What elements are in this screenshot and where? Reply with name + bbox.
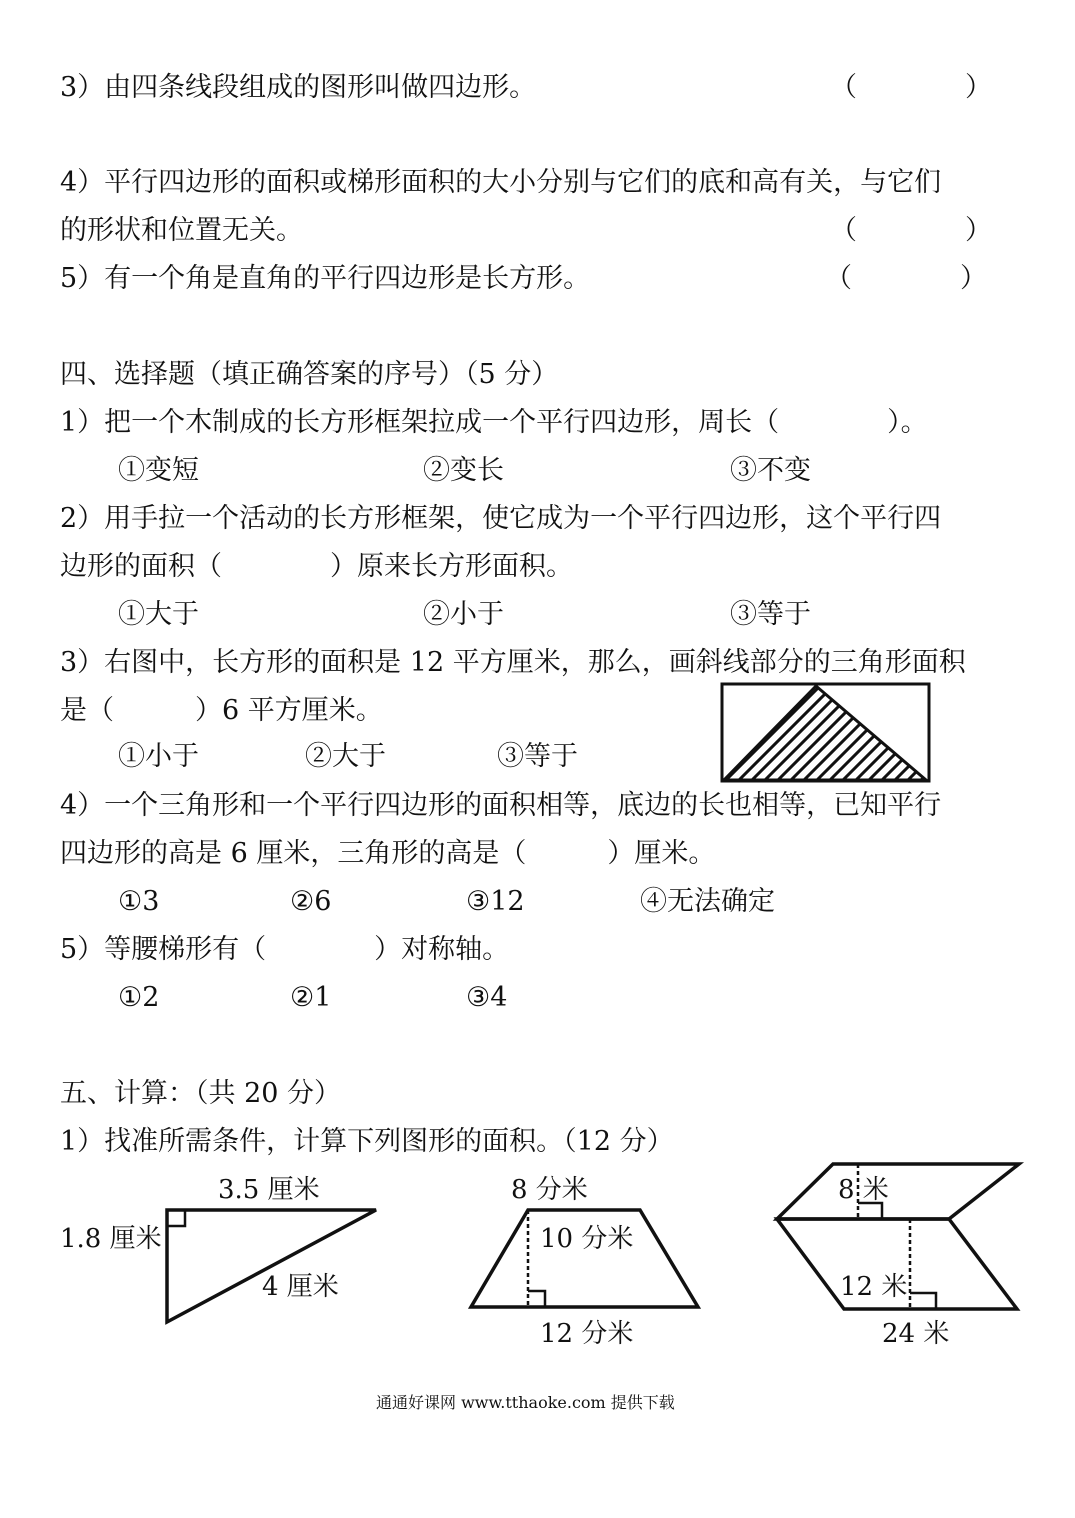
upper-height-label: 8 米 xyxy=(838,1175,889,1205)
choice-heading: 四、选择题（填正确答案的序号）（5 分） xyxy=(60,359,559,390)
calc-heading: 五、计算：（共 20 分） xyxy=(60,1078,342,1109)
trapezoid-bottom-label: 12 分米 xyxy=(540,1319,634,1349)
hatched-triangle-figure xyxy=(700,680,1021,781)
choice-q3-line2: 是（ ）6 平方厘米。 xyxy=(60,695,383,726)
choice-q2-option-3[interactable]: ③等于 xyxy=(730,599,811,630)
right-angle-mark xyxy=(528,1291,545,1307)
choice-q2-line2: 边形的面积（ ）原来长方形面积。 xyxy=(60,551,573,582)
triangle-left-label: 1.8 厘米 xyxy=(60,1224,162,1254)
trapezoid-height-label: 10 分米 xyxy=(540,1224,634,1254)
calc-q1-text: 1）找准所需条件，计算下列图形的面积。（12 分） xyxy=(60,1126,674,1157)
judge-q3-answer-blank[interactable]: （ ） xyxy=(830,72,992,103)
triangle-top-label: 3.5 厘米 xyxy=(218,1175,320,1205)
choice-q4-option-3[interactable]: ③12 xyxy=(466,886,525,917)
choice-q1-option-2[interactable]: ②变长 xyxy=(423,455,504,486)
choice-q5-text: 5）等腰梯形有（ ）对称轴。 xyxy=(60,934,510,965)
choice-q2-line1: 2）用手拉一个活动的长方形框架，使它成为一个平行四边形，这个平行四 xyxy=(60,503,942,534)
choice-q4-option-4[interactable]: ④无法确定 xyxy=(640,886,775,917)
trapezoid-top-label: 8 分米 xyxy=(511,1175,588,1205)
base-label: 24 米 xyxy=(882,1319,950,1349)
judge-q4-answer-blank[interactable]: （ ） xyxy=(830,215,992,246)
footer-source: 通通好课网 www.tthaoke.com 提供下载 xyxy=(376,1393,675,1412)
triangle-hatching xyxy=(700,680,1021,780)
choice-q1-option-1[interactable]: ①变短 xyxy=(118,455,199,486)
judge-q4-line1: 4）平行四边形的面积或梯形面积的大小分别与它们的底和高有关，与它们 xyxy=(60,167,942,198)
choice-q2-option-2[interactable]: ②小于 xyxy=(423,599,504,630)
lower-height-label: 12 米 xyxy=(840,1272,908,1302)
choice-q1-text: 1）把一个木制成的长方形框架拉成一个平行四边形，周长（ ）。 xyxy=(60,407,928,438)
choice-q3-option-1[interactable]: ①小于 xyxy=(118,741,199,772)
choice-q3-option-2[interactable]: ②大于 xyxy=(305,741,386,772)
choice-q4-option-1[interactable]: ①3 xyxy=(118,886,160,917)
choice-q5-option-1[interactable]: ①2 xyxy=(118,982,160,1013)
judge-q5-text: 5）有一个角是直角的平行四边形是长方形。 xyxy=(60,263,591,294)
choice-q4-option-2[interactable]: ②6 xyxy=(290,886,332,917)
judge-q5-answer-blank[interactable]: （ ） xyxy=(825,263,987,294)
upper-parallelogram xyxy=(777,1164,1019,1219)
triangle-hyp-label: 4 厘米 xyxy=(262,1272,339,1302)
trapezoid-figure xyxy=(471,1175,698,1349)
right-angle-mark xyxy=(910,1293,936,1309)
choice-q4-line1: 4）一个三角形和一个平行四边形的面积相等，底边的长也相等，已知平行 xyxy=(60,790,942,821)
parallelograms-figure xyxy=(777,1164,1019,1349)
choice-q1-option-3[interactable]: ③不变 xyxy=(730,455,811,486)
choice-q3-line1: 3）右图中，长方形的面积是 12 平方厘米，那么，画斜线部分的三角形面积 xyxy=(60,647,966,678)
right-angle-mark xyxy=(167,1210,185,1226)
right-angle-mark xyxy=(858,1203,882,1219)
judge-q3-text: 3）由四条线段组成的图形叫做四边形。 xyxy=(60,72,537,103)
choice-q2-option-1[interactable]: ①大于 xyxy=(118,599,199,630)
right-triangle-figure xyxy=(60,1175,376,1322)
choice-q4-line2: 四边形的高是 6 厘米，三角形的高是（ ）厘米。 xyxy=(60,838,716,869)
choice-q5-option-3[interactable]: ③4 xyxy=(466,982,508,1013)
choice-q5-option-2[interactable]: ②1 xyxy=(290,982,332,1013)
choice-q3-option-3[interactable]: ③等于 xyxy=(497,741,578,772)
judge-q4-line2: 的形状和位置无关。 xyxy=(60,215,303,246)
